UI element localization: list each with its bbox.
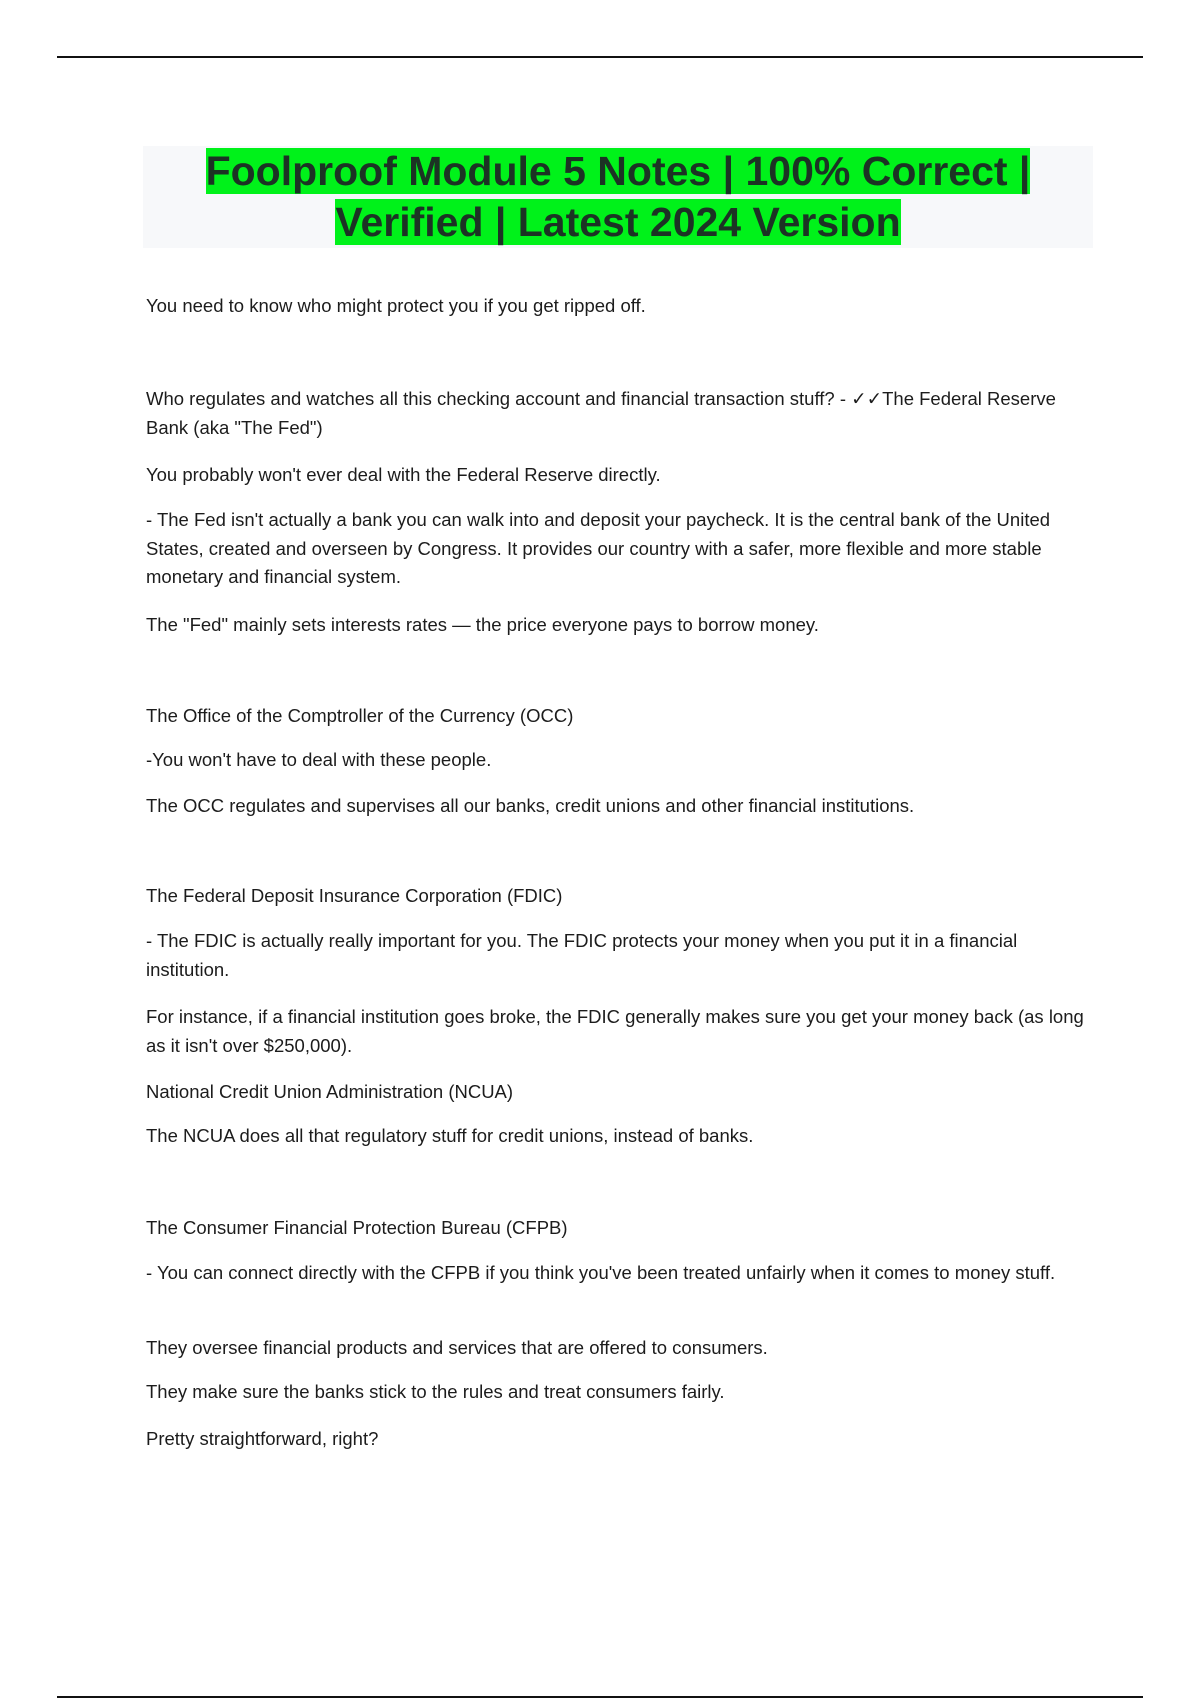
title-banner [143,146,1093,248]
paragraph-cfpb-rules: They make sure the banks stick to the rules and treat consumers fairly. [146,1381,725,1402]
title-highlight: Foolproof Module 5 Notes | 100% Correct | Verified | Latest 2024 Version [205,148,1031,245]
paragraph-ncua: The NCUA does all that regulatory stuff for credit unions, instead of banks. [146,1125,754,1146]
paragraph-occ-regulates: The OCC regulates and supervises all our banks, credit unions and other financial institutions. [146,795,915,816]
paragraph-fed-rates: The "Fed" mainly sets interests rates — the price everyone pays to borrow money. [146,614,819,635]
paragraph-cfpb-connect: - You can connect directly with the CFPB if you think you've been treated unfairly when it comes to money stuff. [146,1262,1056,1283]
heading-fdic: The Federal Deposit Insurance Corporation (FDIC) [146,885,563,906]
paragraph-fdic-instance: For instance, if a financial institution goes broke, the FDIC generally makes sure you get your money back (as long as it isn't over $250,000). [146,1006,1084,1056]
paragraph-fed-description: - The Fed isn't actually a bank you can walk into and deposit your paycheck. It is the central bank of the United States, created and overseen by Congress. It provides our country with a safer, more flexible and more stable monetary and financial system. [146,509,1051,587]
heading-cfpb: The Consumer Financial Protection Bureau (CFPB) [146,1217,568,1238]
paragraph-intro: You need to know who might protect you if you get ripped off. [146,295,646,316]
paragraph-occ-deal: -You won't have to deal with these people. [146,749,492,770]
heading-occ: The Office of the Comptroller of the Currency (OCC) [146,705,574,726]
paragraph-cfpb-oversee: They oversee financial products and services that are offered to consumers. [146,1337,768,1358]
paragraph-fed-direct: You probably won't ever deal with the Federal Reserve directly. [146,464,661,485]
top-rule [57,56,1143,58]
paragraph-fdic-important: - The FDIC is actually really important for you. The FDIC protects your money when you put it in a financial institution. [146,930,1018,980]
paragraph-closing: Pretty straightforward, right? [146,1428,379,1449]
document-title [143,146,1093,248]
paragraph-question-fed: Who regulates and watches all this checking account and financial transaction stuff? - ✓✓The Federal Reserve Bank (aka "The Fed") [146,388,1056,438]
heading-ncua: National Credit Union Administration (NCUA) [146,1081,514,1102]
bottom-rule [57,1696,1143,1698]
